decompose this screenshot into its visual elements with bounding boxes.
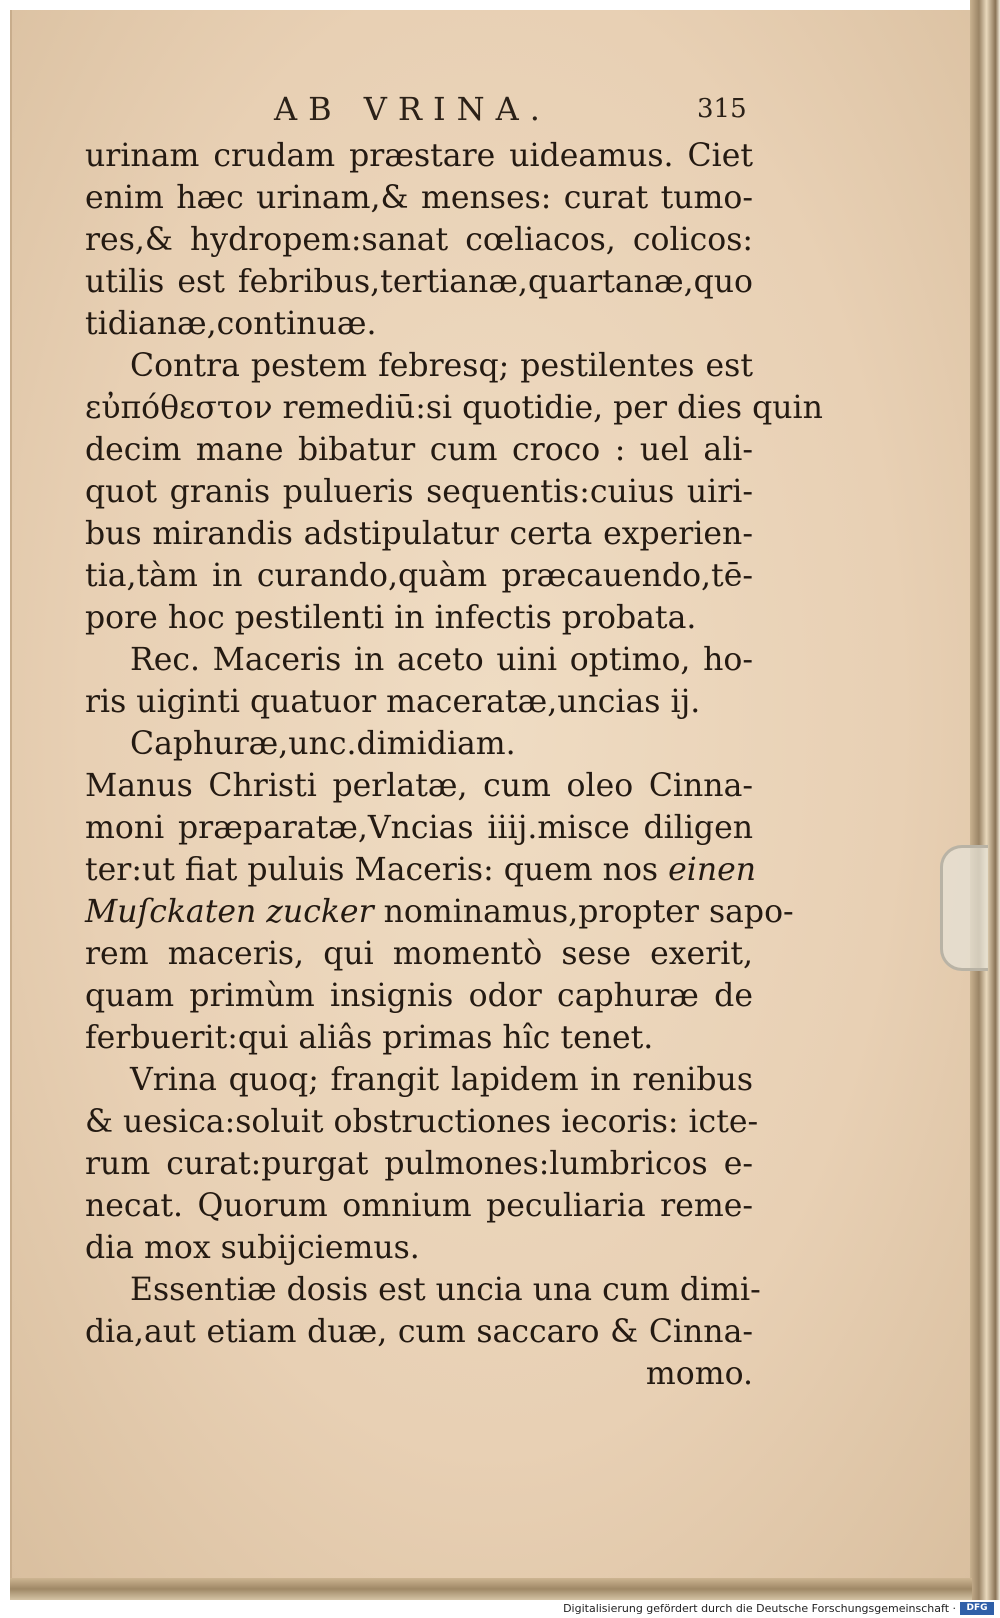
- text-line: dia mox subijciemus.: [85, 1230, 420, 1266]
- page-edge-right: [970, 0, 1000, 1600]
- page-edge-bottom: [10, 1578, 972, 1600]
- text-line: bus mirandis adstipulatur certa experien-: [85, 516, 753, 552]
- dfg-logo: DFG: [960, 1602, 994, 1615]
- footer-bar: [0, 1600, 1000, 1618]
- running-head: [12, 90, 972, 130]
- text-line: res,& hydropem:sanat cœliacos, colicos:: [85, 222, 753, 258]
- text-line-mixed: [85, 891, 794, 934]
- text-line-mixed: [85, 849, 757, 892]
- text-line: Essentiæ dosis est uncia una cum dimi-: [130, 1272, 761, 1308]
- text-line: necat. Quorum omnium peculiaria reme-: [85, 1188, 753, 1224]
- holding-clip: [940, 845, 988, 971]
- text-line: rum curat:purgat pulmones:lumbricos e-: [85, 1146, 753, 1182]
- text-line: Contra pestem febresq; pestilentes est: [130, 348, 753, 384]
- book-page: [10, 10, 972, 1580]
- text-line: ferbuerit:qui aliâs primas hîc tenet.: [85, 1020, 654, 1056]
- text-line: enim hæc urinam,& menses: curat tumo-: [85, 180, 753, 216]
- footer-credit: Digitalisierung gefördert durch die Deutsche Forschungsgemeinschaft ·: [563, 1602, 956, 1615]
- text-line: Rec. Maceris in aceto uini optimo, ho-: [130, 642, 753, 678]
- text-line: & uesica:soluit obstructiones iecoris: icte-: [85, 1104, 759, 1140]
- text-line: moni præparatæ,Vncias iiij.misce diligen: [85, 810, 753, 846]
- text-line: Vrina quoq; frangit lapidem in renibus: [130, 1062, 753, 1098]
- german-italic: Muſckaten zucker: [85, 894, 374, 930]
- page-number: 315: [697, 94, 747, 124]
- text-line: tidianæ,continuæ.: [85, 306, 377, 342]
- running-head-title: AB VRINA.: [274, 90, 551, 128]
- text-line: Manus Christi perlatæ, cum oleo Cinna-: [85, 768, 753, 804]
- text-line: Caphuræ,unc.dimidiam.: [130, 726, 516, 762]
- text-line: pore hoc pestilenti in infectis probata.: [85, 600, 697, 636]
- text-line: urinam crudam præstare uideamus. Ciet: [85, 138, 753, 174]
- text-segment: ter:ut fiat puluis Maceris: quem nos: [85, 852, 659, 888]
- text-line: quam primùm insignis odor caphuræ de: [85, 978, 753, 1014]
- text-line: decim mane bibatur cum croco : uel ali-: [85, 432, 753, 468]
- text-line: utilis est febribus,tertianæ,quartanæ,quo: [85, 264, 753, 300]
- text-line: dia,aut etiam duæ, cum saccaro & Cinna-: [85, 1314, 753, 1350]
- catchword: momo.: [645, 1356, 753, 1392]
- text-line: ris uiginti quatuor maceratæ,uncias ij.: [85, 684, 701, 720]
- text-segment: nominamus,propter sapo-: [383, 894, 794, 930]
- text-line: εὐπόθεστον remediū:si quotidie, per dies quin: [85, 390, 823, 426]
- text-line: rem maceris, qui momentò sese exerit,: [85, 936, 753, 972]
- text-line: tia,tàm in curando,quàm præcauendo,tē-: [85, 558, 753, 594]
- text-line: quot granis pulueris sequentis:cuius uiri-: [85, 474, 753, 510]
- german-italic: einen: [668, 852, 757, 888]
